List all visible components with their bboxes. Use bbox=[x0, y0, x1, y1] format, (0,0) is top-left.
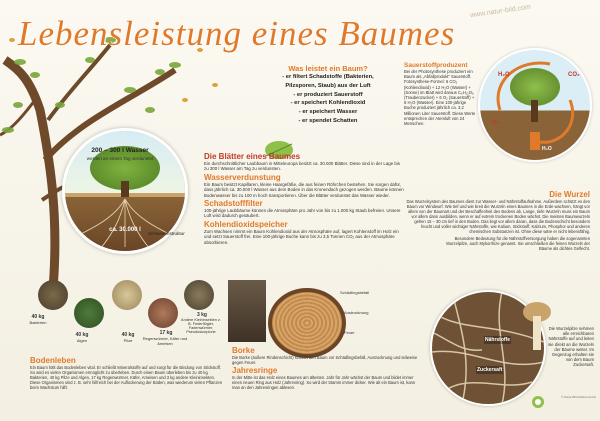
algae-icon bbox=[74, 298, 104, 328]
organism-name: Algen bbox=[76, 338, 88, 343]
boden-heading: Bodenleben bbox=[30, 356, 76, 365]
borke-section bbox=[232, 346, 422, 390]
jahres-text: In der Mitte ist das Holz eines Baumes am ältesten. Jahr für Jahr wächst der Baum und bildet immer einen neuen Ring aus Holz (Jahresring). So wird der Stamm immer dicker. Wie alt ein Baum ist, kann man an den Jahresringen ablesen. bbox=[232, 375, 416, 390]
organism-name: Andere Kleininsekten z. B. Federflügler, Fadenwürmer, Pseudoskorpione bbox=[181, 318, 221, 334]
page-title: Lebensleistung eines Baumes bbox=[18, 14, 456, 53]
zucker-label: Zuckersaft bbox=[477, 367, 503, 373]
borke-heading: Borke bbox=[232, 346, 255, 355]
sauer-text: Bei der Photosynthese produziert ein Baum als „Abfallprodukt“ Sauerstoff. Fotosynthese-Formel: 6 CO₂ (Kohlendioxid) + 12 H₂O (Wasser) + (Sonne) im Blatt wird daraus C₆H₁₂O₆ (Traubenzucker) + 6 O₂ (Sauerstoff) + 6 H₂O (Wasser). Eine 100-jährige Buche produziert jährlich ca. 3,2 Millionen Liter Sauerstoff. Diese Werte entsprechen der Atemluft von 24 Menschen. bbox=[404, 69, 476, 127]
what-section bbox=[268, 64, 388, 126]
organism-name: Bakterien bbox=[29, 320, 47, 325]
organism-kg: 40 kg bbox=[121, 332, 135, 338]
h2o-label-2: H₂O bbox=[542, 146, 552, 152]
bark-label: Feuer bbox=[344, 330, 355, 335]
cycle-arrows bbox=[480, 50, 590, 160]
naehrstoffe-label: Nährstoffe bbox=[485, 337, 511, 343]
what-item: - er spendet Schatten bbox=[298, 117, 358, 124]
schad-heading: Schadstofffilter bbox=[204, 199, 263, 209]
photosynthesis-diagram bbox=[478, 48, 592, 162]
wasser-heading: Wasserverdunstung bbox=[204, 172, 281, 182]
boden-text: Ein Baum hält das Bodenleben vital. Er schließt Mineralstoffe auf und sorgt für die Bindung von Stickstoff. So wird es vielen Organismen ermöglicht zu überleben. Durch einen Baum überleben bis zu 40 kg Bakterien, 40 kg Pilze und Algen, 17 kg Regenwürmer, Käfer, Ameisen und 3 kg andere Kleininsekten. Diese Organismen sind z. B. sehr hilfreich bei der Auflockerung der Böden, was wiederum vielen Pflanzen beim Wachstum hilft. bbox=[30, 365, 223, 390]
bark-label: Austrocknung bbox=[344, 310, 369, 315]
insects-icon bbox=[184, 280, 214, 310]
schad-text: 100-jährige Laubbäume können die Atmosphäre pro Jahr von bis zu 1.000 kg Staub befreien. Unsere Luft wird dadurch gesäubert. bbox=[204, 208, 401, 219]
o2-label: O₂ bbox=[492, 120, 500, 126]
what-item: - er produziert Sauerstoff bbox=[293, 91, 363, 98]
sauer-heading: Sauerstoffproduzent bbox=[404, 62, 468, 69]
jahres-heading: Jahresringe bbox=[232, 366, 278, 375]
watermark: www.natur-bild.com bbox=[469, 3, 532, 20]
kohlen-text: Zum Wachsen nimmt ein Baum Kohlendioxid aus der Atmosphäre auf, lagert Kohlenstoff im Holz ein und setzt Sauerstoff frei. Eine 100-jährige Buche kann bis zu 3,5 Tonnen CO₂ aus der Atmosphäre absorbieren. bbox=[204, 228, 399, 245]
blaetter-section bbox=[204, 152, 404, 245]
organism-kg: 17 kg bbox=[159, 330, 173, 336]
kohlen-heading: Kohlendioxidspeicher bbox=[204, 219, 288, 229]
wurzel-section bbox=[406, 190, 590, 251]
organism-name: Pilze bbox=[123, 338, 133, 343]
what-item: - er speichert Wasser bbox=[298, 109, 358, 116]
bark-label: Schädlingsbefall bbox=[340, 290, 370, 295]
wurzel-text: Das Wurzelsystem des Baumes dient zur Wasser- und Nährstoffaufnahme. Außerdem schützt es den Baum vor Windwurf. Wie tief und wie breit die Wurzeln eines Baumes in die Erde wachsen, hängt vor allem von der Baumart und der Beschaffenheit des Bodens ab. Lange, tiefe Wurzeln muss ein Baum vor allem dann ausbilden, wenn er auf extrem trockenen Boden wächst. Die meisten Baumwurzeln gehen 15 – 30 cm tief in den Boden. Das liegt vor allem daran, dass die Bodenschicht besonders feucht und voller wichtiger Nährstoffe, wie Kalium, Stickstoff, Kalzium, Phosphor und anderen chemischen Substanzen ist. Ohne diese wäre er nicht lebensfähig. bbox=[406, 199, 590, 234]
organism-kg: 40 kg bbox=[75, 332, 89, 338]
what-heading: Was leistet ein Baum? bbox=[288, 64, 368, 73]
what-item: Pilzsporen, Staub) aus der Luft bbox=[285, 82, 371, 89]
logo-icon bbox=[530, 394, 546, 410]
bacteria-icon bbox=[38, 280, 68, 310]
root-label: Schwammstruktur bbox=[148, 231, 185, 236]
organism-kg: 3 kg bbox=[196, 312, 207, 318]
water-range-sub: werden an einem Tag verdunstet bbox=[86, 156, 154, 161]
wasser-text: Ein Baum besitzt Kapillaren, kleine Haargefäße, die aus feinen Röhrchen bestehen. Sie sorgen dafür, dass jährlich ca. 30.000 l Wasser aus dem Boden in das Kronendach gezogen werden. Bäume können Bodenwasser bis zu 100 m hoch transportieren. Über die Blätter verdunstet das Wasser wieder. bbox=[204, 181, 404, 198]
wurzel-text-2: Besondere Bedeutung für die Nährstoffversorgung haben die sogenannten Wurzelpilze, auch Mykorrhize genannt. Sie umschließen die feinen Wurzeln der Bäume als dichtes Geflecht. bbox=[446, 236, 590, 251]
footer: © Natur-Bild Media GmbH bbox=[561, 395, 596, 399]
bark-image bbox=[228, 280, 266, 342]
fungi-icon bbox=[112, 280, 142, 310]
roots-icon bbox=[65, 197, 185, 251]
organism-name: Regenwürmer, Käfer und Ameisen bbox=[142, 336, 188, 346]
sauer-section bbox=[404, 62, 476, 126]
what-item: - er speichert Kohlendioxid bbox=[290, 100, 366, 107]
co2-label: CO₂ bbox=[568, 72, 580, 78]
blaetter-text: Ein durchschnittlicher Laubbaum in Mitteleuropa besitzt ca. 30.000 Blätter. Diese sind in der Lage bis zu 300 l Wasser am Tag zu verdunsten. bbox=[204, 161, 400, 172]
pilz-section bbox=[546, 326, 594, 368]
boden-section bbox=[30, 356, 226, 390]
blaetter-heading: Die Blätter eines Baumes bbox=[204, 152, 301, 161]
soil-value: ca. 30.000 l bbox=[109, 227, 141, 233]
organisms-row bbox=[20, 268, 220, 358]
worms-icon bbox=[148, 298, 178, 328]
what-item: - er filtert Schadstoffe (Bakterien, bbox=[282, 74, 374, 80]
h2o-label: H₂O bbox=[498, 72, 510, 78]
borke-text: Die Borke (äußere Rindenschicht) schützt den Baum vor Schädlingsbefall, Austrocknung und teilweise gegen Feuer. bbox=[232, 355, 418, 365]
wurzel-heading: Die Wurzel bbox=[549, 190, 590, 199]
water-range: 200 – 300 l Wasser bbox=[91, 147, 149, 154]
pilz-text: Die Wurzelpilze nehmen alle erreichbaren Nährstoffe auf und leiten sie direkt an die Wurzeln der Bäume weiter. Im Gegenzug erhalten sie von dem Baum Zuckersaft. bbox=[548, 326, 594, 368]
organism-kg: 40 kg bbox=[31, 314, 45, 320]
